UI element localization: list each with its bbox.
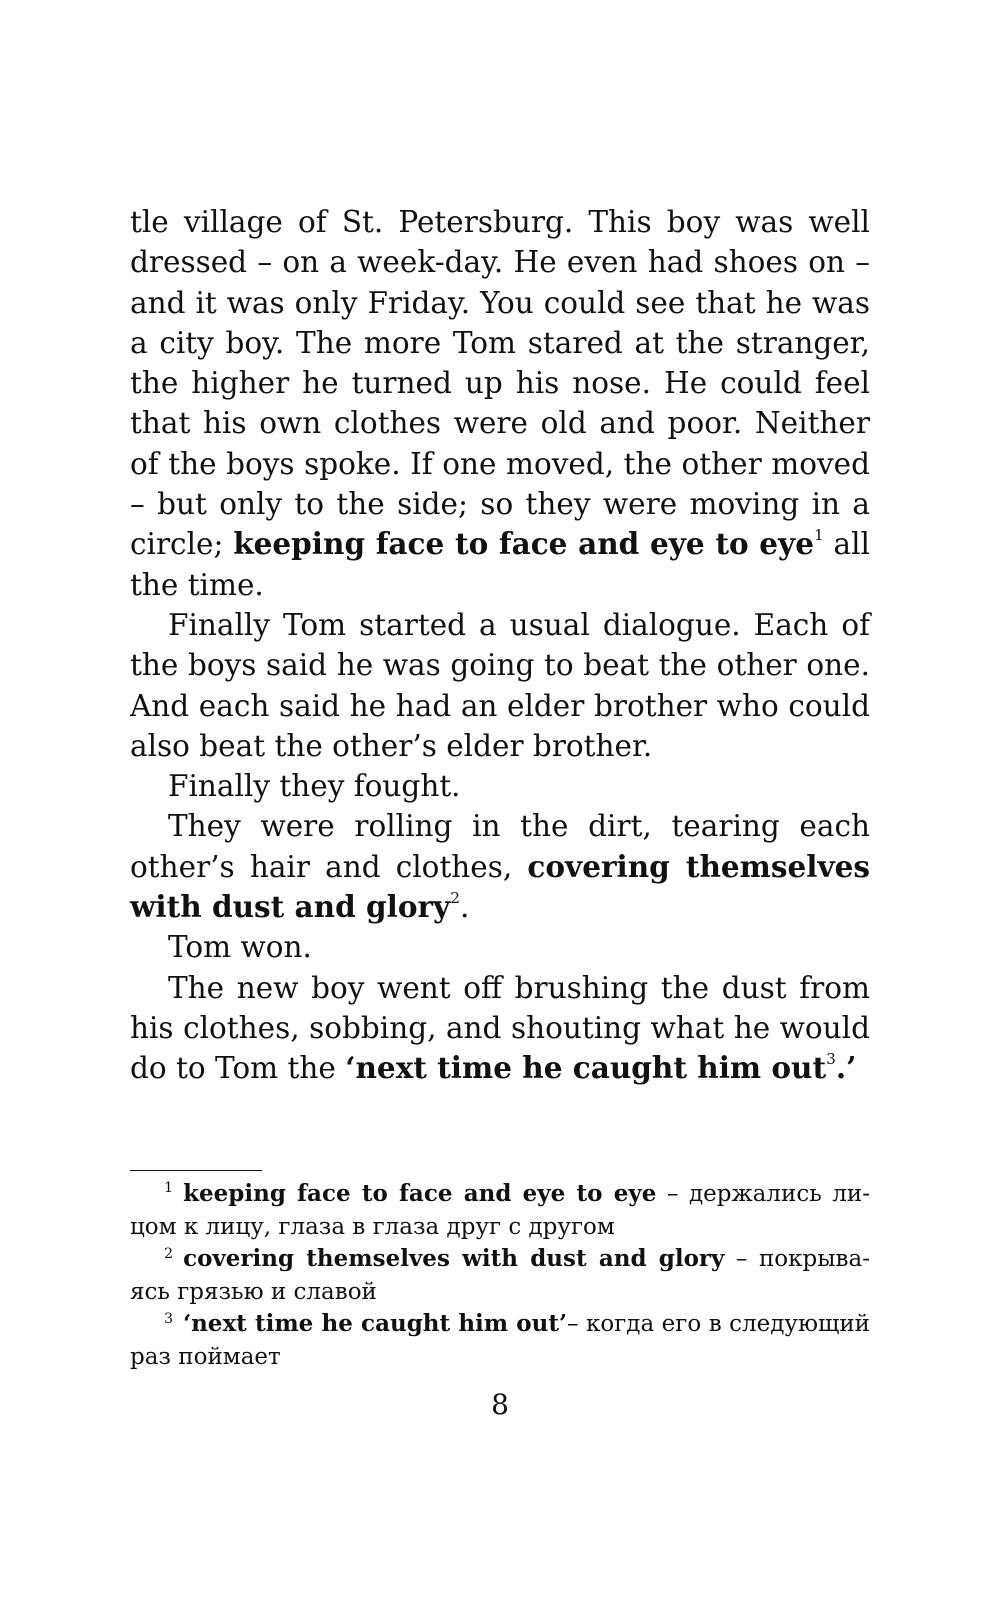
footnote-translation: держались лицом к лицу, глаза в глаза друг с другом xyxy=(130,1181,870,1240)
paragraph-text: tle village of St. Petersburg. This boy was well dressed – on a week-day. He even had shoes on – and it was only Friday. You could see that he was a city boy. The more Tom stared at the stranger, the higher he turned up his nose. He could feel that his own clothes were old and poor. Neither of the boys spoke. If one moved, the other moved – but only to the side; so they were moving in a circle; xyxy=(130,205,870,562)
paragraph-2: Finally Tom started a usual dialogue. Each of the boys said he was going to beat the other one. And each said he had an elder brother who could also beat the other’s elder brother. xyxy=(130,607,870,763)
footnotes-block xyxy=(130,1178,870,1374)
paragraph-5: Tom won. xyxy=(168,930,312,965)
footnote-ref-1[interactable]: 1 xyxy=(813,526,824,545)
footnote-translation: покрываясь грязью и славой xyxy=(130,1246,870,1305)
footnote-number: 2 xyxy=(164,1245,174,1262)
glossed-phrase: keeping face to face and eye to eye xyxy=(233,526,814,562)
paragraph-3: Finally they fought. xyxy=(168,769,461,804)
footnote-2 xyxy=(130,1243,870,1308)
footnote-number: 3 xyxy=(164,1310,174,1327)
footnote-ref-2[interactable]: 2 xyxy=(450,889,460,908)
glossed-phrase-end: .’ xyxy=(835,1050,857,1086)
glossed-phrase: covering themselves with dust and glory xyxy=(130,848,870,925)
paragraph-text: all the time. xyxy=(130,527,870,602)
footnote-3 xyxy=(130,1308,870,1373)
footnote-translation: когда его в следующий раз поймает xyxy=(130,1311,871,1370)
footnote-term: keeping face to face and eye to eye xyxy=(183,1180,657,1207)
main-text-block xyxy=(130,202,870,1089)
footnote-separator: – xyxy=(724,1246,759,1273)
paragraph-text: They were rolling in the dirt, tearing each other’s hair and clothes, xyxy=(130,809,870,884)
paragraph-4 xyxy=(130,806,870,927)
footnote-1 xyxy=(130,1178,870,1243)
footnote-term: ‘next time he caught him out’ xyxy=(183,1310,568,1338)
glossed-phrase: ‘next time he caught him out xyxy=(345,1050,827,1086)
footnote-separator: – xyxy=(567,1311,587,1338)
paragraph-6 xyxy=(130,968,870,1089)
paragraph-text: . xyxy=(459,890,470,925)
footnote-term: covering themselves with dust and glory xyxy=(183,1245,725,1273)
footnote-ref-3[interactable]: 3 xyxy=(826,1050,836,1069)
page-number: 8 xyxy=(491,1388,509,1421)
footnote-number: 1 xyxy=(164,1180,174,1197)
paragraph-1 xyxy=(130,202,870,605)
paragraph-text: The new boy went off brushing the dust from his clothes, sobbing, and shouting what he would do to Tom the xyxy=(130,970,870,1086)
footnote-separator: – xyxy=(656,1181,690,1207)
footnote-divider xyxy=(130,1170,262,1171)
